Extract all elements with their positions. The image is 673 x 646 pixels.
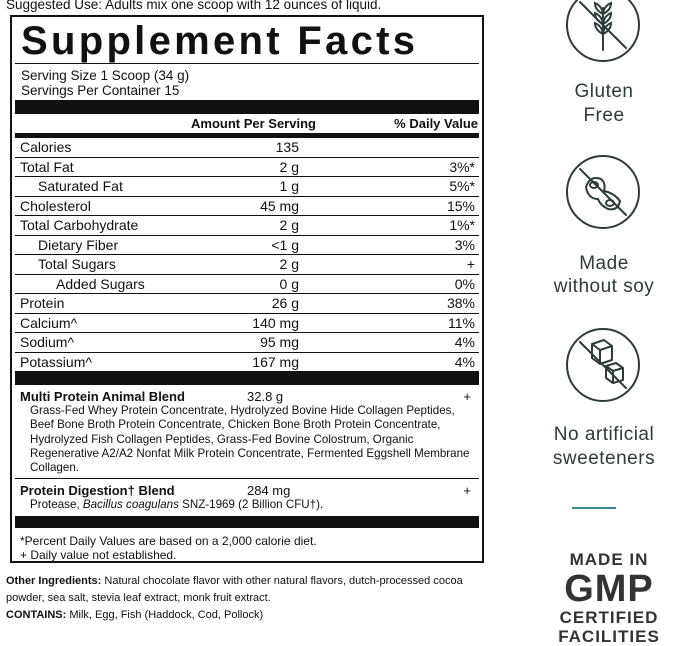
table-row (15, 352, 479, 372)
badge-label-free: Free (583, 105, 625, 126)
gmp-logo-text: GMP (564, 568, 654, 610)
thick-divider (15, 516, 479, 528)
table-row (15, 254, 479, 274)
badge-label-gluten: Gluten (574, 81, 634, 102)
table-row (15, 332, 479, 352)
table-row (15, 293, 479, 313)
blend-dv: + (463, 483, 471, 499)
accent-divider (572, 507, 616, 509)
gmp-facilities: FACILITIES (558, 627, 660, 646)
footnote-dv: *Percent Daily Values are based on a 2,000 calorie diet. (20, 533, 317, 548)
nutrient-name: Added Sugars (56, 275, 145, 292)
blend-name: Multi Protein Animal Blend (20, 389, 185, 404)
digestion-blend (15, 479, 479, 515)
nutrient-amount: 95 mg (260, 334, 299, 350)
nutrient-amount: 0 g (279, 275, 299, 292)
nutrient-amount: 2 g (279, 217, 299, 233)
nutrient-dv: 4% (454, 334, 475, 350)
badge-label-no-artificial: No artificial (553, 424, 655, 445)
nutrient-name: Total Carbohydrate (20, 217, 139, 233)
nutrient-dv: 0% (454, 275, 475, 292)
thick-divider (15, 100, 479, 114)
badge-label-without-soy: without soy (553, 276, 655, 297)
table-row (15, 313, 479, 333)
nutrient-amount: 45 mg (260, 197, 299, 214)
nutrient-name: Sodium^ (20, 334, 75, 350)
nutrient-amount: 167 mg (252, 353, 299, 370)
nutrient-name: Protein (20, 295, 65, 311)
gmp-badge (547, 550, 671, 646)
table-row (15, 235, 479, 255)
nutrient-amount: 26 g (271, 295, 299, 311)
blend-ingredients: Grass-Fed Whey Protein Concentrate, Hydrolyzed Bovine Hide Collagen Peptides, Beef Bone Broth Protein Concentrate, Chicken Bone Broth Protein Concentrate, Hydrolyzed Fish Collagen Peptides, Grass-Fed Bovine Colostrum, Organic Regenerative A2/A2 Nonfat Milk Protein Concentrate, Fermented Eggshell Membrane Collagen. (30, 404, 470, 475)
blend-ingredients: Protease, Bacillus coagulans SNZ-1969 (2 Billion CFU†). (30, 498, 324, 512)
badge-label-sweeteners: sweeteners (552, 448, 656, 469)
nutrient-name: Calcium^ (20, 314, 78, 331)
nutrient-amount: 2 g (279, 256, 299, 272)
blend-amount: 284 mg (247, 483, 291, 499)
soybean-crossed-icon (566, 155, 640, 229)
table-row (15, 196, 479, 216)
gmp-made-in: MADE IN (569, 550, 649, 569)
nutrient-dv: 15% (446, 197, 475, 214)
table-row (15, 274, 479, 294)
nutrient-dv: + (466, 256, 475, 272)
nutrient-name: Dietary Fiber (38, 236, 119, 253)
supplement-facts-panel (10, 15, 484, 563)
nutrient-name: Cholesterol (20, 197, 91, 214)
other-ingredients-label: Other Ingredients: (6, 575, 102, 587)
nutrient-amount: 1 g (279, 178, 299, 194)
gmp-certified: CERTIFIED (559, 608, 659, 627)
servings-per-container: Servings Per Container 15 (21, 83, 180, 98)
nutrient-dv: 1%* (449, 217, 475, 233)
serving-size: Serving Size 1 Scoop (34 g) (21, 68, 190, 83)
facts-title: Supplement Facts (21, 19, 419, 63)
blend-amount: 32.8 g (247, 389, 284, 404)
nutrient-dv: 11% (448, 314, 475, 331)
contains-label: CONTAINS: (6, 609, 67, 621)
nutrient-dv: 5%* (449, 178, 475, 194)
badge-label-made: Made (579, 253, 629, 274)
table-row (15, 138, 479, 157)
dv-header: % Daily Value (394, 116, 478, 131)
blend-name: Protein Digestion† Blend (20, 483, 175, 499)
nutrient-amount: 140 mg (252, 314, 299, 331)
nutrient-amount: 2 g (279, 158, 299, 175)
nutrient-name: Potassium^ (20, 353, 92, 370)
nutrient-name: Calories (20, 139, 72, 155)
nutrient-dv: 3%* (449, 158, 475, 175)
blend-dv: + (463, 389, 471, 404)
nutrient-amount: <1 g (271, 236, 299, 253)
badge-column (535, 0, 673, 646)
table-row (15, 215, 479, 235)
wheat-crossed-icon (566, 0, 640, 62)
nutrient-name: Total Sugars (38, 256, 116, 272)
multi-protein-blend (15, 385, 479, 475)
other-ingredients (6, 573, 488, 624)
nutrient-dv: 38% (446, 295, 475, 311)
other-ingredients-text: Natural chocolate flavor with other natural flavors, dutch-processed cocoa powder, sea salt, stevia leaf extract, monk fruit extract. (6, 575, 463, 604)
nutrient-amount: 135 (275, 139, 299, 155)
column-header (15, 114, 479, 133)
table-row (15, 176, 479, 196)
nutrient-name: Total Fat (20, 158, 74, 175)
footnote-plus: + Daily value not established. (20, 547, 177, 562)
nutrient-name: Saturated Fat (38, 178, 123, 194)
amount-header: Amount Per Serving (191, 116, 316, 131)
nutrient-dv: 3% (454, 236, 475, 253)
suggested-use: Suggested Use: Adults mix one scoop with 12 ounces of liquid. (6, 0, 382, 12)
contains-text: Milk, Egg, Fish (Haddock, Cod, Pollock) (66, 609, 264, 621)
nutrient-table (15, 138, 479, 371)
sugar-cubes-crossed-icon (566, 328, 640, 402)
footnotes (15, 528, 479, 562)
nutrient-dv: 4% (454, 353, 475, 370)
table-row (15, 157, 479, 177)
divider (15, 63, 479, 64)
thick-divider (15, 371, 479, 385)
